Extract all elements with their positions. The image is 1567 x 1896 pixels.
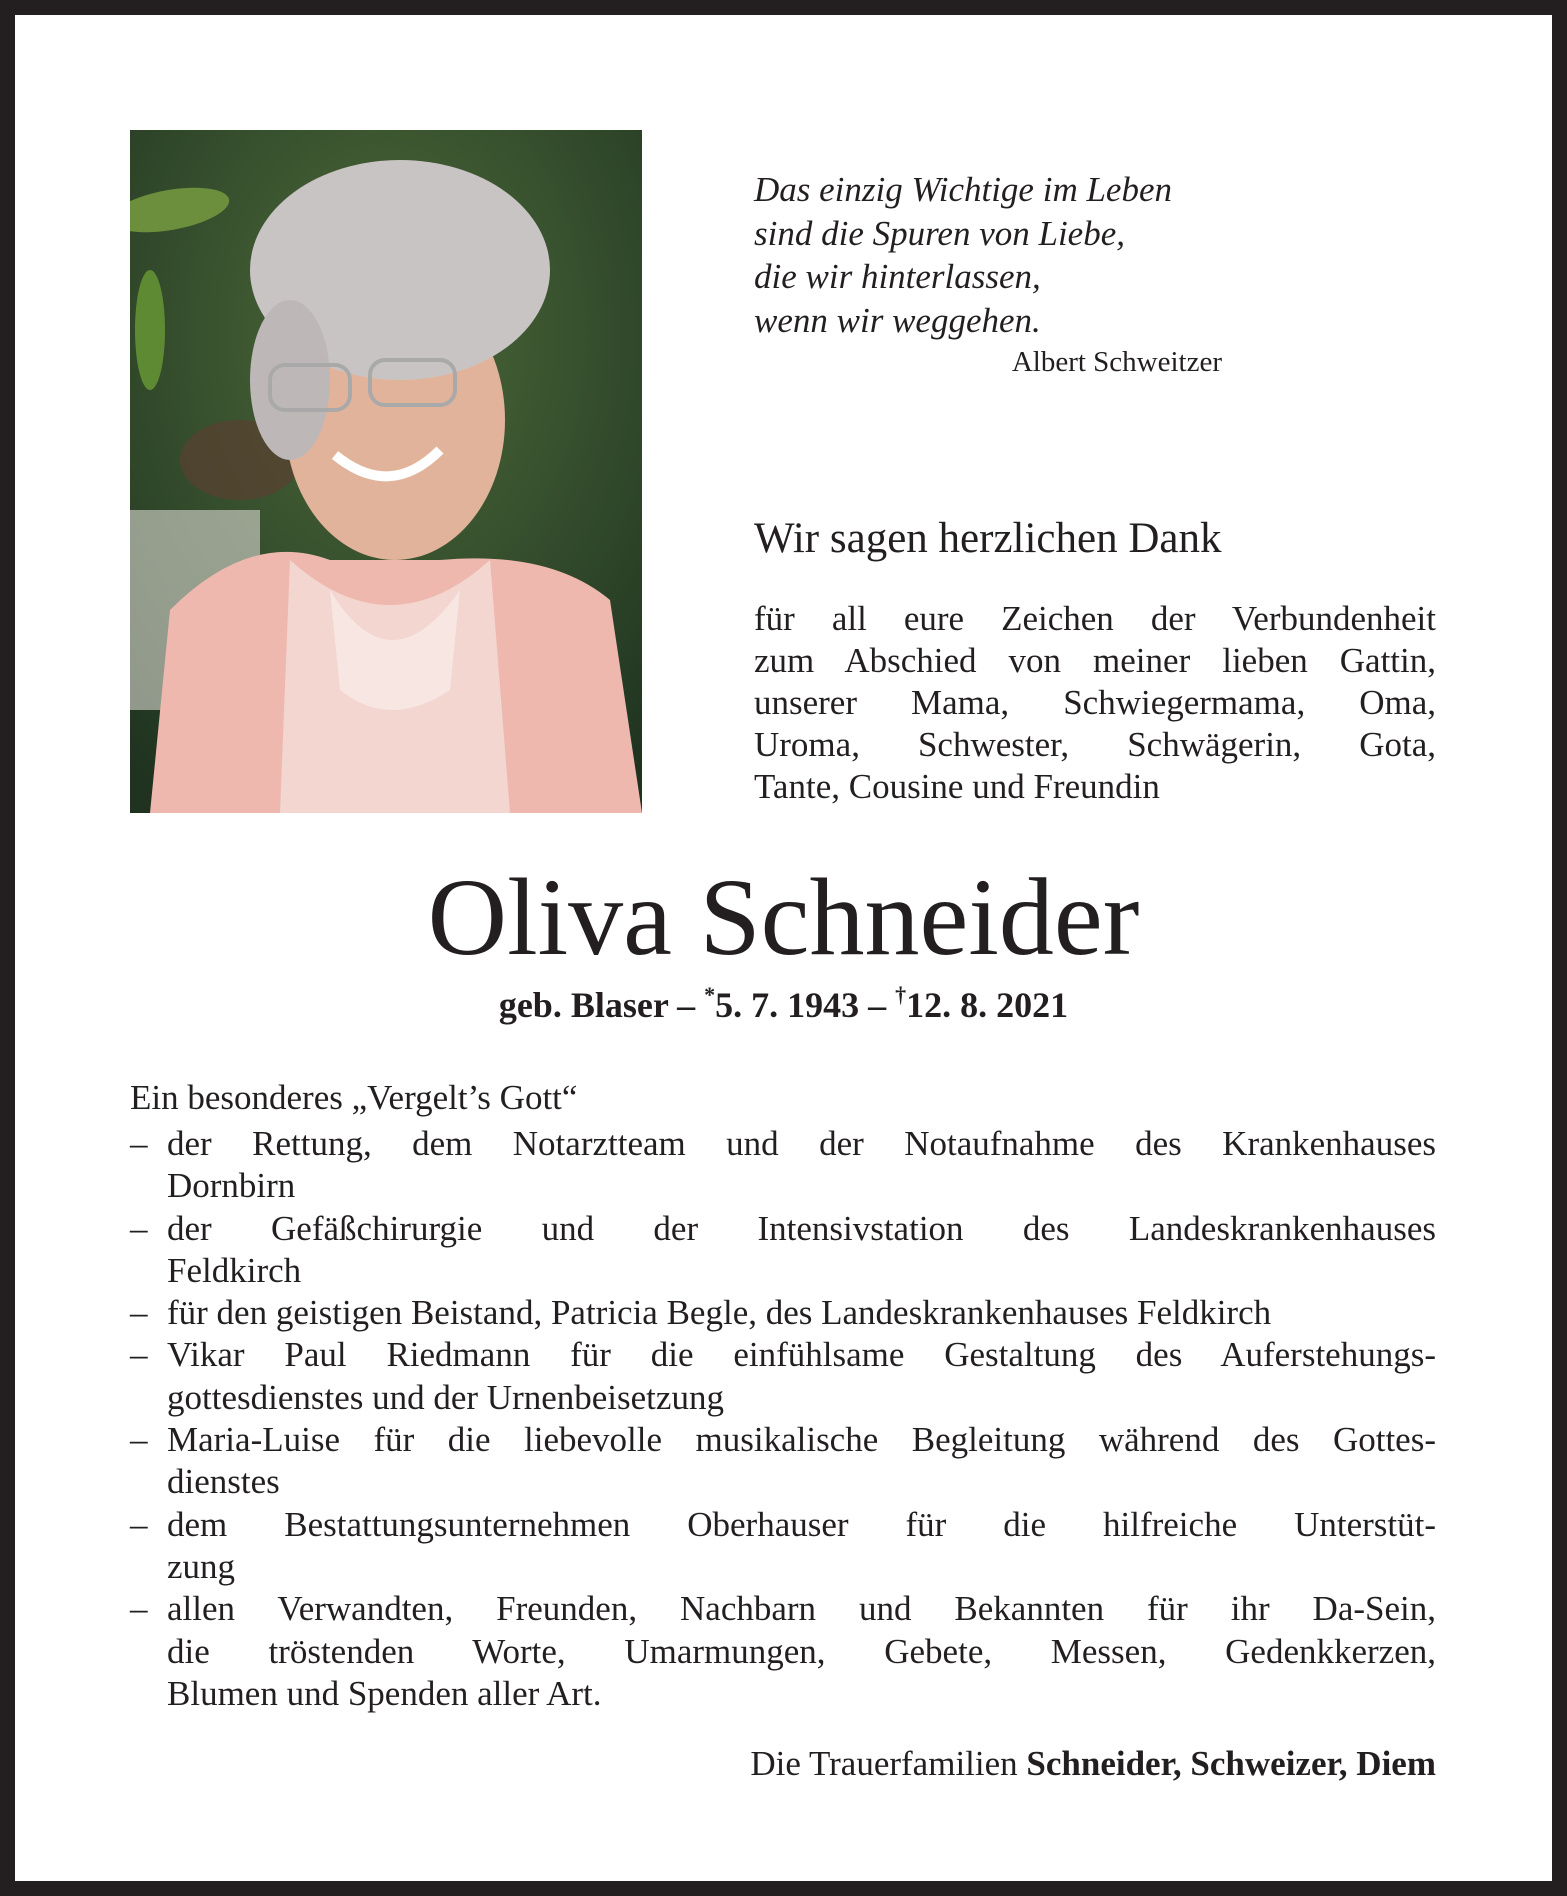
quote-line: Das einzig Wichtige im Leben	[754, 170, 1173, 209]
maiden-name: geb. Blaser –	[498, 985, 696, 1025]
list-item	[130, 1208, 1436, 1293]
list-item	[130, 1123, 1436, 1208]
dash-bullet: –	[130, 1335, 148, 1375]
thanks-line: für all eure Zeichen der Verbundenheit	[754, 599, 1436, 638]
list-item-line: dienstes	[167, 1462, 280, 1502]
quote-line: wenn wir weggehen.	[754, 300, 1041, 340]
list-item	[130, 1504, 1436, 1589]
thanks-line: zum Abschied von meiner lieben Gattin,	[754, 641, 1436, 680]
birth-symbol: *	[704, 982, 716, 1007]
thanks-line: unserer Mama, Schwiegermama, Oma,	[754, 683, 1436, 722]
dash-bullet: –	[130, 1208, 148, 1248]
list-item-line: Blumen und Spenden aller Art.	[167, 1673, 602, 1713]
list-item-line: für den geistigen Beistand, Patricia Begle, des Landeskrankenhauses Feldkirch	[167, 1293, 1272, 1333]
acknowledgements-intro: Ein besonderes „Vergelt’s Gott“	[130, 1078, 578, 1117]
signature-families: Schneider, Schweizer, Diem	[1026, 1744, 1436, 1783]
quote-line: die wir hinterlassen,	[754, 257, 1041, 296]
acknowledgements-list	[130, 1123, 1436, 1715]
list-item-line: der Rettung, dem Notarztteam und der Notaufnahme des Krankenhauses	[167, 1124, 1436, 1163]
list-item-line: gottesdienstes und der Urnenbeisetzung	[167, 1377, 724, 1417]
deceased-name: Oliva Schneider	[427, 856, 1140, 978]
list-item-line: dem Bestattungsunternehmen Oberhauser für die hilfreiche Unterstüt-	[167, 1504, 1436, 1544]
list-item	[130, 1334, 1436, 1419]
signature-prefix: Die Trauerfamilien	[750, 1744, 1018, 1783]
dash-bullet: –	[130, 1420, 148, 1460]
dash-bullet: –	[130, 1504, 148, 1544]
thanks-heading: Wir sagen herzlichen Dank	[754, 515, 1222, 562]
list-item	[130, 1292, 1436, 1334]
list-item	[130, 1419, 1436, 1504]
portrait-photo	[130, 130, 642, 813]
signature	[750, 1744, 1436, 1784]
death-symbol: †	[895, 982, 907, 1007]
dash-bullet: –	[130, 1589, 148, 1629]
list-item-line: Feldkirch	[167, 1250, 302, 1290]
list-item	[130, 1588, 1436, 1715]
dash-bullet: –	[130, 1293, 148, 1333]
list-item-line: die tröstenden Worte, Umarmungen, Gebete, Messen, Gedenkkerzen,	[167, 1631, 1436, 1671]
list-item-line: Vikar Paul Riedmann für die einfühlsame Gestaltung des Auferstehungs-	[167, 1335, 1436, 1375]
life-dates	[0, 984, 1567, 1026]
dash-bullet: –	[130, 1124, 148, 1163]
quote-author: Albert Schweitzer	[1011, 346, 1222, 378]
list-item-line: Maria-Luise für die liebevolle musikalische Begleitung während des Gottes-	[167, 1420, 1436, 1460]
thanks-line: Uroma, Schwester, Schwägerin, Gota,	[754, 725, 1436, 764]
quote	[754, 168, 1172, 342]
list-item-line: Dornbirn	[167, 1166, 296, 1206]
quote-line: sind die Spuren von Liebe,	[754, 213, 1126, 253]
birth-date: 5. 7. 1943 –	[715, 985, 887, 1025]
death-date: 12. 8. 2021	[906, 985, 1069, 1025]
list-item-line: zung	[167, 1546, 236, 1586]
thanks-paragraph	[754, 598, 1436, 808]
list-item-line: allen Verwandten, Freunden, Nachbarn und Bekannten für ihr Da-Sein,	[167, 1589, 1436, 1629]
list-item-line: der Gefäßchirurgie und der Intensivstation des Landeskrankenhauses	[167, 1208, 1436, 1248]
thanks-line: Tante, Cousine und Freundin	[754, 767, 1160, 806]
